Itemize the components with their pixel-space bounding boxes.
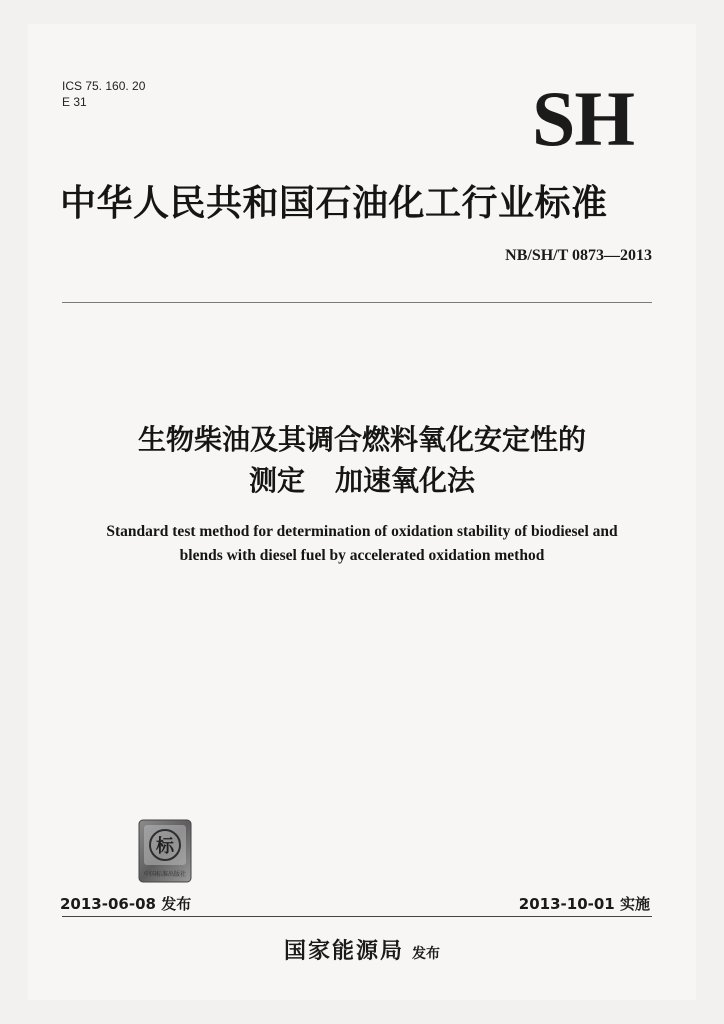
chinese-title-part-1: 测定 bbox=[248, 464, 305, 497]
classification-codes bbox=[62, 78, 145, 110]
ics-code: ICS 75. 160. 20 bbox=[62, 79, 146, 93]
issue-date: 2013-06-08 bbox=[60, 895, 156, 913]
issuer-block bbox=[0, 938, 724, 966]
english-title-line-2: blends with diesel fuel by accelerated oxidation method bbox=[179, 547, 545, 564]
chinese-title-line-1: 生物柴油及其调合燃料氧化安定性的 bbox=[137, 423, 586, 456]
seal-graphic bbox=[136, 818, 194, 884]
english-title-line-1: Standard test method for determination of oxidation stability of biodiesel and bbox=[106, 523, 618, 540]
footer-divider bbox=[62, 916, 652, 917]
implementation-label: 实施 bbox=[619, 895, 650, 913]
header-divider bbox=[62, 302, 652, 303]
standard-number: NB/SH/T 0873—2013 bbox=[505, 247, 652, 264]
ccs-code: E 31 bbox=[62, 95, 87, 109]
seal-caption: 中国标准出版社 bbox=[143, 871, 187, 878]
issuer-action: 发布 bbox=[412, 946, 440, 962]
chinese-title-line-2 bbox=[0, 462, 724, 500]
issue-date-block bbox=[60, 894, 191, 914]
issuer-name: 国家能源局 bbox=[283, 939, 404, 964]
document-page bbox=[28, 24, 696, 1000]
seal-character: 标 bbox=[156, 836, 174, 857]
issue-label: 发布 bbox=[161, 895, 192, 913]
seal-stamp-icon bbox=[136, 818, 194, 884]
implementation-date: 2013-10-01 bbox=[518, 895, 615, 913]
implementation-date-block bbox=[519, 894, 650, 914]
industry-standard-title: 中华人民共和国石油化工行业标准 bbox=[60, 183, 608, 224]
industry-mark: SH bbox=[532, 75, 635, 162]
chinese-title-part-2: 加速氧化法 bbox=[335, 464, 476, 497]
